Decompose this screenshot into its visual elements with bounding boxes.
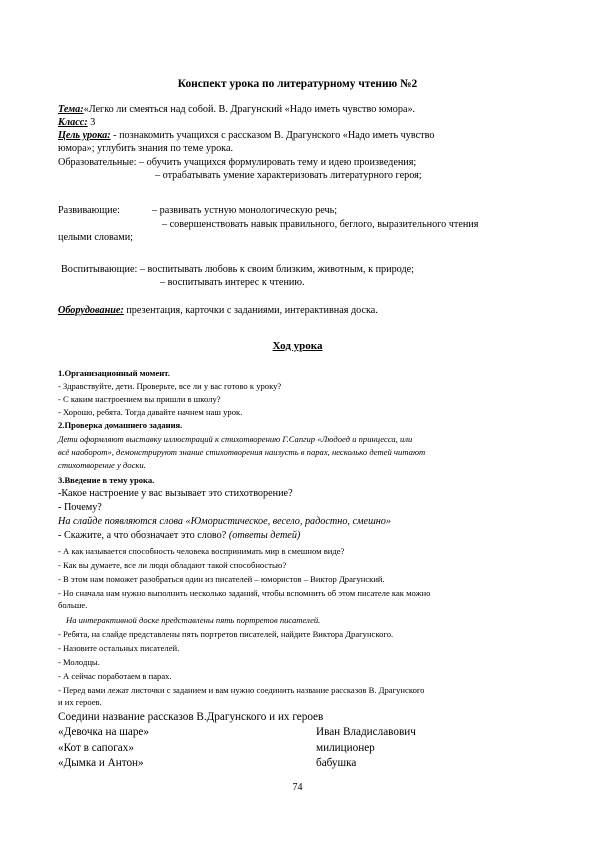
- section2-heading: 2.Проверка домашнего задания.: [58, 420, 183, 430]
- explain-answer-note: (ответы детей): [228, 530, 301, 541]
- explain-line: [58, 530, 300, 542]
- grade-line: [58, 117, 95, 129]
- theme-text: «Легко ли смеяться над собой. В. Драгунский «Надо иметь чувство юмора».: [83, 104, 416, 115]
- section3-line: и их героев.: [58, 697, 102, 707]
- slide-words-line: На слайде появляются слова «Юмористическое, весело, радостно, смешно»: [58, 516, 391, 527]
- section1-heading: 1.Организационный момент.: [58, 368, 170, 378]
- section3-question: - Почему?: [58, 502, 102, 513]
- story-title: «Девочка на шаре»: [58, 726, 149, 738]
- hero-name: Иван Владиславович: [316, 726, 416, 738]
- section3-line: - А как называется способность человека воспринимать мир в смешном виде?: [58, 546, 345, 556]
- educational-line-1: Образовательные: – обучить учащихся формулировать тему и идею произведения;: [58, 157, 417, 168]
- goal-text: - познакомить учащихся с рассказом В. Драгунского «Надо иметь чувство: [110, 130, 435, 141]
- developing-label: Развивающие:: [58, 205, 120, 216]
- section2-line: всё наоборот», демонстрируют знание стихотворения наизусть в парах, несколько детей читают: [58, 447, 426, 457]
- goal-label: Цель урока:: [58, 130, 111, 141]
- section3-question: -Какое настроение у вас вызывает это стихотворение?: [58, 488, 293, 499]
- board-note: На интерактивной доске представлены пять портретов писателей.: [66, 615, 321, 625]
- upbringing-line-2: – воспитывать интерес к чтению.: [160, 277, 305, 288]
- equipment-line: [58, 305, 378, 317]
- developing-line-3: целыми словами;: [58, 232, 133, 243]
- section2-line: Дети оформляют выставку иллюстраций к стихотворению Г.Сапгир «Людоед и принцесса, или: [58, 434, 413, 444]
- educational-line-2: – отрабатывать умение характеризовать литературного героя;: [155, 170, 422, 181]
- hero-name: милиционер: [316, 742, 375, 754]
- section3-line: - А сейчас поработаем в парах.: [58, 671, 172, 681]
- section3-line: больше.: [58, 600, 88, 610]
- section3-line: - Молодцы.: [58, 657, 100, 667]
- theme-line: [58, 104, 415, 116]
- hero-name: бабушка: [316, 757, 357, 769]
- section1-line: - С каким настроением вы пришли в школу?: [58, 394, 221, 404]
- section3-line: - В этом нам поможет разобраться один из писателей – юмористов – Виктор Драгунский.: [58, 574, 385, 584]
- section3-line: - Ребята, на слайде представлены пять портретов писателей, найдите Виктора Драгунского.: [58, 629, 394, 639]
- section3-line: - Назовите остальных писателей.: [58, 643, 180, 653]
- developing-line-1: – развивать устную монологическую речь;: [152, 205, 338, 216]
- section1-line: - Хорошо, ребята. Тогда давайте начнем наш урок.: [58, 407, 243, 417]
- section3-heading: 3.Введение в тему урока.: [58, 475, 155, 485]
- developing-line-2: – совершенствовать навык правильного, беглого, выразительного чтения: [162, 219, 479, 230]
- story-title: «Кот в сапогах»: [58, 742, 134, 754]
- section3-line: - Но сначала нам нужно выполнить несколько заданий, чтобы вспомнить об этом писателе как можно: [58, 588, 431, 598]
- equipment-text: презентация, карточки с заданиями, интерактивная доска.: [123, 305, 378, 316]
- grade-label: Класс:: [58, 117, 88, 128]
- grade-text: 3: [87, 117, 96, 128]
- course-title: [0, 340, 595, 352]
- task-heading: Соедини название рассказов В.Драгунского и их героев: [58, 711, 324, 723]
- section3-line: - Как вы думаете, все ли люди обладают такой способностью?: [58, 560, 287, 570]
- section2-line: стихотворение у доски.: [58, 460, 146, 470]
- page-number: 74: [292, 782, 303, 793]
- section1-line: - Здравствуйте, дети. Проверьте, все ли у вас готово к уроку?: [58, 381, 282, 391]
- course-title-text: Ход урока: [272, 340, 323, 352]
- upbringing-line-1: Воспитывающие: – воспитывать любовь к своим близким, животным, к природе;: [61, 264, 415, 275]
- goal-line-2: юмора»; углубить знания по теме урока.: [58, 143, 234, 154]
- theme-label: Тема:: [58, 104, 84, 115]
- goal-line: [58, 130, 434, 142]
- document-title: Конспект урока по литературному чтению №2: [177, 78, 418, 90]
- explain-question: - Скажите, а что обозначает это слово?: [58, 530, 229, 541]
- story-title: «Дымка и Антон»: [58, 757, 144, 769]
- section3-line: - Перед вами лежат листочки с заданием и вам нужно соединить название рассказов В. Драгунского: [58, 685, 425, 695]
- equipment-label: Оборудование:: [58, 305, 124, 316]
